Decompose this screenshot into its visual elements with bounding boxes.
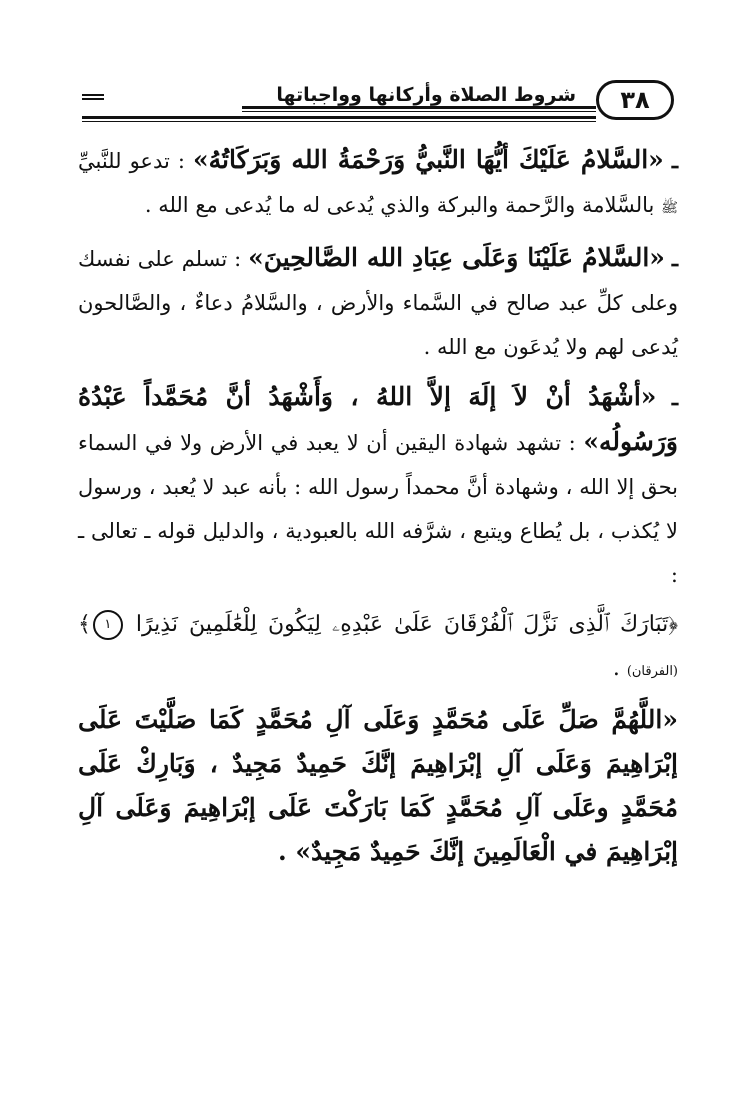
paragraph-salam-ibad bbox=[78, 236, 678, 369]
quran-verse bbox=[78, 603, 678, 694]
paragraph-shahada bbox=[78, 375, 678, 597]
paragraph-salam-nabi bbox=[78, 138, 678, 230]
page-number: ٣٨ bbox=[620, 86, 650, 114]
surah-name: (الفرقان) bbox=[626, 664, 678, 679]
page-header bbox=[82, 80, 674, 126]
page-number-badge bbox=[596, 80, 674, 120]
explanation-text: : تدعو للنَّبيِّ bbox=[78, 149, 194, 173]
running-title: شروط الصلاة وأركانها وواجباتها bbox=[270, 84, 582, 106]
explanation-text-cont: بالسَّلامة والرَّحمة والبركة والذي يُدعى له ما يُدعى مع الله . bbox=[144, 193, 662, 217]
paragraph-dash: ـ bbox=[671, 148, 678, 173]
paragraph-dash: ـ bbox=[671, 385, 678, 410]
page-body bbox=[78, 138, 678, 874]
header-rule-lower bbox=[82, 116, 596, 122]
salat-ibrahimiyya bbox=[78, 698, 678, 874]
verse-end-mark: . bbox=[612, 656, 627, 681]
explanation-text: : تسلم على نفسك وعلى كلِّ عبد صالح في السَّماء والأرض ، والسَّلامُ دعاءٌ ، والصَّالحون يُدعى لهم ولا يُدعَون مع الله . bbox=[78, 247, 678, 359]
explanation-text: : تشهد شهادة اليقين أن لا يعبد في الأرض ولا في السماء بحق إلا الله ، وشهادة أنَّ محمداً رسول الله : بأنه عبد لا يُعبد ، ورسول لا يُكذب ، بل يُطاع ويتبع ، شرَّفه الله بالعبودية ، والدليل قوله ـ تعالى ـ : bbox=[78, 431, 678, 587]
verse-number: ١ bbox=[93, 610, 123, 640]
tashahhud-quote: «أشْهَدُ أنْ لاَ إلَهَ إلاَّ اللهُ ، وَأَشْهَدُ أنَّ مُحَمَّداً عَبْدُهُ وَرَسُولُه» bbox=[78, 382, 678, 456]
verse-text: ﴿تَبَارَكَ ٱلَّذِى نَزَّلَ ٱلْفُرْقَانَ عَلَىٰ عَبْدِهِۦ لِيَكُونَ لِلْعَٰلَمِينَ نَذِيرًا bbox=[135, 612, 679, 637]
prayer-end-mark: . bbox=[278, 837, 296, 866]
paragraph-dash: ـ bbox=[671, 246, 678, 271]
verse-close-bracket: ﴾ bbox=[78, 612, 91, 637]
header-rule-upper bbox=[242, 106, 596, 112]
pbuh-glyph: ﷺ bbox=[661, 200, 678, 216]
prayer-text: «اللَّهُمَّ صَلِّ عَلَى مُحَمَّدٍ وَعَلَى آلِ مُحَمَّدٍ كَمَا صَلَّيْتَ عَلَى إبْرَاهِيمَ وَعَلَى آلِ إبْرَاهِيمَ إنَّكَ حَمِيدٌ مَجِيدٌ ، وَبَارِكْ عَلَى مُحَمَّدٍ وعَلَى آلِ مُحَمَّدٍ كَمَا بَارَكْتَ عَلَى إبْرَاهِيمَ وَعَلَى آلِ إبْرَاهِيمَ في الْعَالَمِينَ إنَّكَ حَمِيدٌ مَجِيدٌ» bbox=[78, 705, 678, 866]
header-rule-end bbox=[82, 94, 104, 100]
tashahhud-quote: «السَّلامُ عَلَيْنَا وَعَلَى عِبَادِ الله الصَّالحِينَ» bbox=[248, 243, 665, 272]
tashahhud-quote: «السَّلامُ عَلَيْكَ أيُّهَا النَّبيُّ وَرَحْمَةُ الله وَبَرَكَاتُهُ» bbox=[193, 145, 664, 174]
